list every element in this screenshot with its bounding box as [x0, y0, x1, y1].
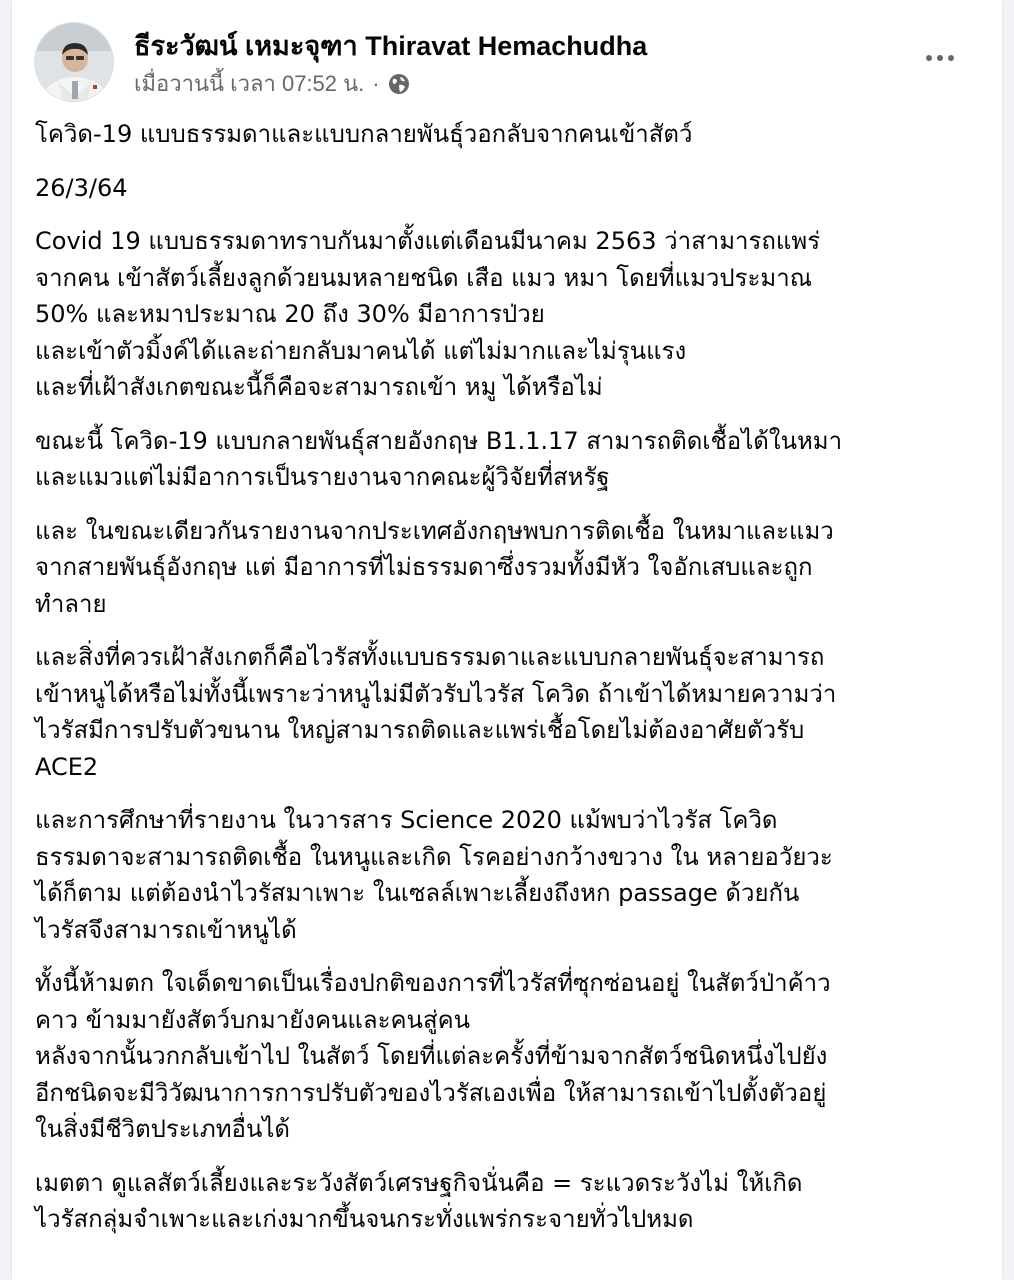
avatar[interactable]	[34, 22, 114, 102]
post-paragraph: เมตตา ดูแลสัตว์เลี้ยงและระวังสัตว์เศรษฐกิจนั่นคือ = ระแวดระวังไม่ ให้เกิด ไวรัสกลุ่มจำเพาะและเก่งมากขึ้นจนกระทั่งแพร่กระจายทั่วไปหมด	[35, 1168, 803, 1233]
post-timestamp[interactable]: เมื่อวานนี้ เวลา 07:52 น.	[134, 71, 365, 96]
post-card	[12, 0, 1002, 1280]
post-paragraph: Covid 19 แบบธรรมดาทราบกันมาตั้งแต่เดือนมีนาคม 2563 ว่าสามารถแพร่ จากคน เข้าสัตว์เลี้ยงลูกด้วยนมหลายชนิด เสือ แมว หมา โดยที่แมวประมาณ 50% และหมาประมาณ 20 ถึง 30% มีอาการป่วย และเข้าตัวมิ้งค์ได้และถ่ายกลับมาคนได้ แต่ไม่มากและไม่รุนแรง และที่เฝ้าสังเกตขณะนี้ก็คือจะสามารถเข้า หมู ได้หรือไม่	[35, 227, 821, 401]
post-paragraph: และสิ่งที่ควรเฝ้าสังเกตก็คือไวรัสทั้งแบบธรรมดาและแบบกลายพันธุ์จะสามารถ เข้าหนูได้หรือไม่ทั้งนี้เพราะว่าหนูไม่มีตัวรับไวรัส โควิด ถ้าเข้าได้หมายความว่า ไวรัสมีการปรับตัวขนาน ใหญ่สามารถติดและแพร่เชื้อโดยไม่ต้องอาศัยตัวรับ ACE2	[35, 643, 837, 781]
post-body	[35, 116, 985, 1255]
globe-icon[interactable]	[388, 73, 410, 95]
post-paragraph: และการศึกษาที่รายงาน ในวารสาร Science 2020 แม้พบว่าไวรัส โควิด ธรรมดาจะสามารถติดเชื้อ ในหนูและเกิด โรคอย่างกว้างขวาง ใน หลายอวัยวะ ได้ก็ตาม แต่ต้องนำไวรัสมาเพาะ ในเซลล์เพาะเลี้ยงถึงหก passage ด้วยกัน ไวรัสจึงสามารถเข้าหนูได้	[35, 806, 833, 944]
post-paragraph: และ ในขณะเดียวกันรายงานจากประเทศอังกฤษพบการติดเชื้อ ในหมาและแมว จากสายพันธุ์อังกฤษ แต่ มีอาการที่ไม่ธรรมดาซึ่งรวมทั้งมีหัว ใจอักเสบและถูก ทำลาย	[35, 516, 834, 618]
post-paragraph-title: โควิด-19 แบบธรรมดาและแบบกลายพันธุ์วอกลับจากคนเข้าสัตว์	[35, 120, 693, 148]
post-meta	[134, 66, 410, 101]
post-paragraph: ทั้งนี้ห้ามตก ใจเด็ดขาดเป็นเรื่องปกติของการที่ไวรัสที่ซุกซ่อนอยู่ ในสัตว์ป่าค้าว คาว ข้ามมายังสัตว์บกมายังคนและคนสู่คน หลังจากนั้นวกกลับเข้าไป ในสัตว์ โดยที่แต่ละครั้งที่ข้ามจากสัตว์ชนิดหนึ่งไปยัง อีกชนิดจะมีวิวัฒนาการการปรับตัวของไวรัสเองเพื่อ ให้สามารถเข้าไปตั้งตัวอยู่ ในสิ่งมีชีวิตประเภทอื่นได้	[35, 969, 831, 1143]
post-header	[12, 0, 1002, 110]
author-name[interactable]: ธีระวัฒน์ เหมะจุฑา Thiravat Hemachudha	[134, 31, 648, 61]
post-paragraph: ขณะนี้ โควิด-19 แบบกลายพันธุ์สายอังกฤษ B1.1.17 สามารถติดเชื้อได้ในหมา และแมวแต่ไม่มีอาการเป็นรายงานจากคณะผู้วิจัยที่สหรัฐ	[35, 426, 843, 491]
post-paragraph-date: 26/3/64	[35, 173, 128, 202]
avatar-photo	[35, 23, 114, 102]
meta-separator: ·	[372, 70, 380, 96]
more-options-icon[interactable]	[918, 40, 962, 76]
